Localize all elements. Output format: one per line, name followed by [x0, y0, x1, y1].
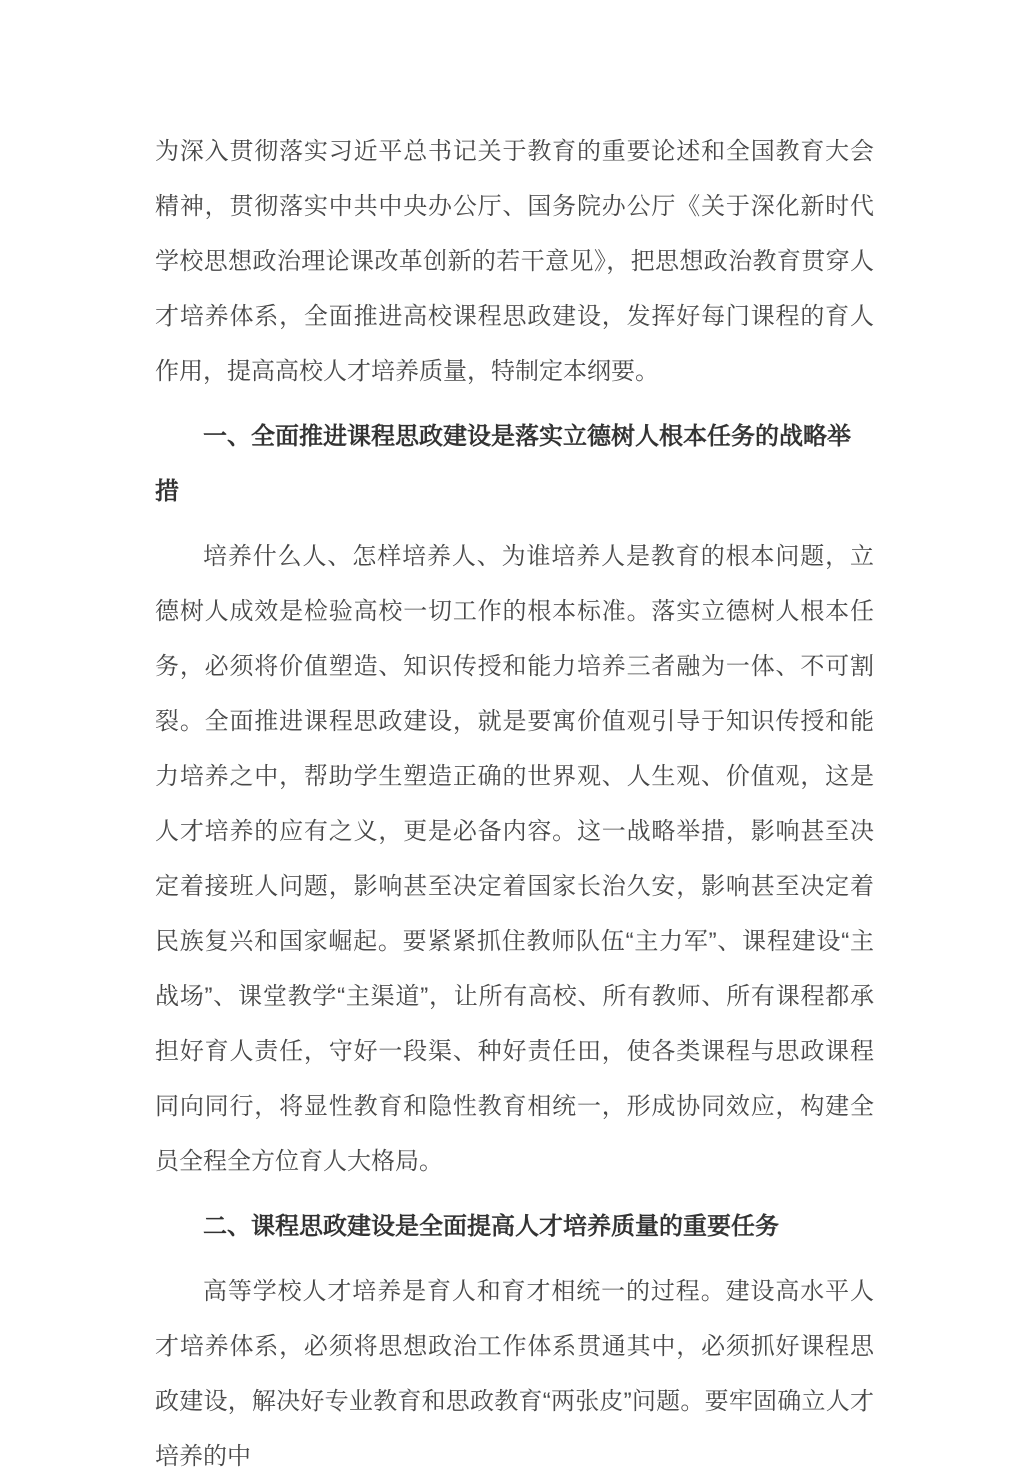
section-heading-1: 一、全面推进课程思政建设是落实立德树人根本任务的战略举措 — [155, 423, 851, 505]
section-heading-2: 二、课程思政建设是全面提高人才培养质量的重要任务 — [203, 1213, 779, 1240]
paragraph-preamble: 为深入贯彻落实习近平总书记关于教育的重要论述和全国教育大会精神，贯彻落实中共中央办公厅、国务院办公厅《关于深化新时代学校思想政治理论课改革创新的若干意见》，把思想政治教育贯穿人才培养体系，全面推进高校课程思政建设，发挥好每门课程的育人作用，提高高校人才培养质量，特制定本纲要。 — [155, 138, 874, 385]
paragraph-section-1: 培养什么人、怎样培养人、为谁培养人是教育的根本问题，立德树人成效是检验高校一切工作的根本标准。落实立德树人根本任务，必须将价值塑造、知识传授和能力培养三者融为一体、不可割裂。全面推进课程思政建设，就是要寓价值观引导于知识传授和能力培养之中，帮助学生塑造正确的世界观、人生观、价值观，这是人才培养的应有之义，更是必备内容。这一战略举措，影响甚至决定着接班人问题，影响甚至决定着国家长治久安，影响甚至决定着民族复兴和国家崛起。要紧紧抓住教师队伍“主力军”、课程建设“主战场”、课堂教学“主渠道”，让所有高校、所有教师、所有课程都承担好育人责任，守好一段渠、种好责任田，使各类课程与思政课程同向同行，将显性教育和隐性教育相统一，形成协同效应，构建全员全程全方位育人大格局。 — [155, 543, 874, 1175]
paragraph-section-2-truncated: 高等学校人才培养是育人和育才相统一的过程。建设高水平人才培养体系，必须将思想政治工作体系贯通其中，必须抓好课程思政建设，解决好专业教育和思政教育“两张皮”问题。要牢固确立人才培养的中 — [155, 1278, 874, 1470]
